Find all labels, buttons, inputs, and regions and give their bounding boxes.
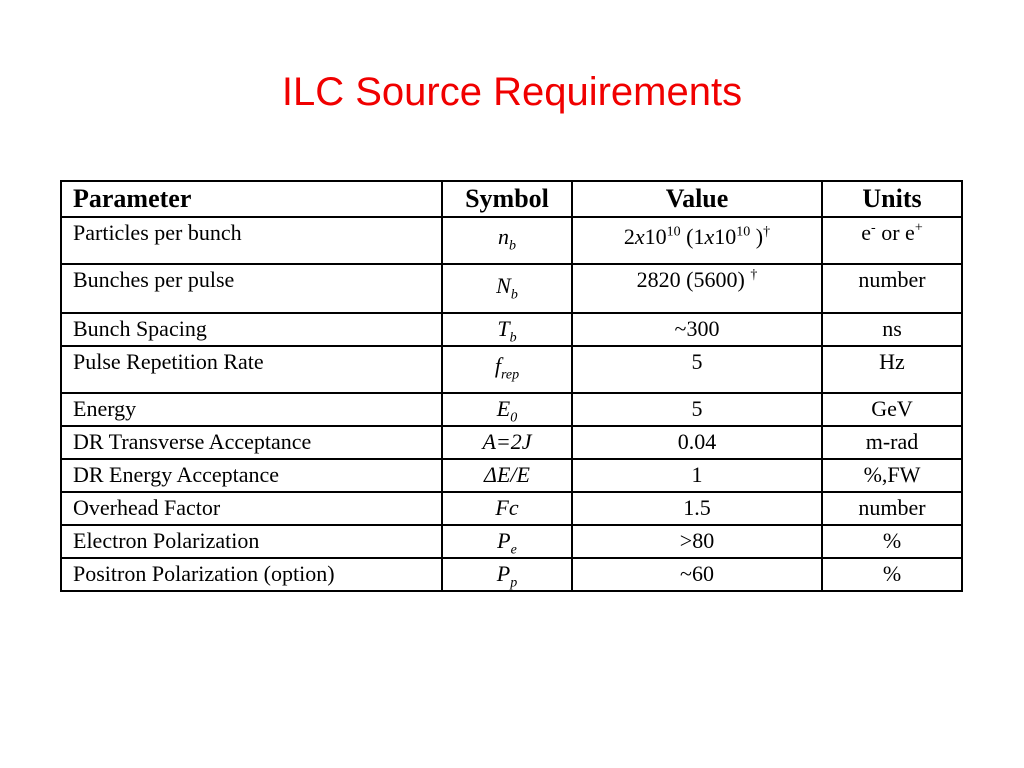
symbol-subscript: rep — [500, 367, 520, 383]
units-cell: ns — [822, 313, 962, 346]
value-times: x — [634, 224, 645, 249]
symbol-subscript: 0 — [510, 410, 518, 426]
value-exponent: 10 — [666, 224, 681, 240]
symbol-cell — [442, 525, 572, 558]
parameter-cell: Bunches per pulse — [61, 264, 442, 313]
parameter-cell: DR Transverse Acceptance — [61, 426, 442, 459]
value-cell — [572, 264, 822, 313]
dagger-footnote-mark: † — [750, 267, 758, 283]
table-row — [61, 459, 962, 492]
value-paren-close: ) — [750, 224, 764, 249]
slide-title: ILC Source Requirements — [281, 70, 743, 114]
symbol-base: f — [494, 353, 501, 378]
table-row — [61, 264, 962, 313]
header-value: Value — [572, 181, 822, 217]
table-row — [61, 393, 962, 426]
unit-electron-charge: - — [871, 220, 876, 236]
value-cell: >80 — [572, 525, 822, 558]
value-cell: 1.5 — [572, 492, 822, 525]
header-symbol: Symbol — [442, 181, 572, 217]
symbol-cell — [442, 313, 572, 346]
table-row — [61, 525, 962, 558]
dagger-footnote-mark: † — [763, 224, 771, 240]
value-coefficient: 2 — [623, 224, 635, 249]
header-parameter: Parameter — [61, 181, 442, 217]
value-cell — [572, 217, 822, 264]
table-row — [61, 426, 962, 459]
parameter-cell: Overhead Factor — [61, 492, 442, 525]
value-text: 2820 (5600) — [636, 267, 751, 292]
parameter-cell: Particles per bunch — [61, 217, 442, 264]
symbol-subscript: e — [510, 542, 517, 558]
symbol-subscript: b — [509, 238, 516, 254]
symbol-cell — [442, 346, 572, 393]
symbol-base: n — [498, 224, 509, 249]
symbol-base: T — [497, 316, 510, 341]
value-cell: 5 — [572, 346, 822, 393]
value-times-alt: x — [704, 224, 715, 249]
value-paren-open: ( — [680, 224, 694, 249]
units-cell: % — [822, 558, 962, 591]
symbol-cell — [442, 217, 572, 264]
units-cell: Hz — [822, 346, 962, 393]
parameter-cell: Electron Polarization — [61, 525, 442, 558]
source-requirements-table — [60, 180, 963, 592]
units-cell: m-rad — [822, 426, 962, 459]
symbol-subscript: b — [509, 330, 517, 346]
symbol-base: P — [497, 528, 511, 553]
symbol-cell — [442, 264, 572, 313]
symbol-cell: A=2J — [442, 426, 572, 459]
parameter-cell: Bunch Spacing — [61, 313, 442, 346]
symbol-base: P — [496, 561, 511, 586]
symbol-cell: Fc — [442, 492, 572, 525]
units-cell: number — [822, 264, 962, 313]
units-cell: % — [822, 525, 962, 558]
symbol-cell — [442, 393, 572, 426]
parameter-cell: DR Energy Acceptance — [61, 459, 442, 492]
value-cell: ~300 — [572, 313, 822, 346]
table-row — [61, 558, 962, 591]
symbol-base: E — [496, 396, 511, 421]
symbol-subscript: p — [510, 575, 518, 591]
unit-or-positron: or e — [875, 220, 915, 245]
value-cell: 5 — [572, 393, 822, 426]
parameter-cell: Pulse Repetition Rate — [61, 346, 442, 393]
table-row — [61, 492, 962, 525]
unit-positron-charge: + — [914, 220, 923, 236]
symbol-cell: ΔE/E — [442, 459, 572, 492]
value-cell: 0.04 — [572, 426, 822, 459]
value-exponent-alt: 10 — [736, 224, 751, 240]
value-base: 10 — [644, 224, 667, 249]
table-header-row — [61, 181, 962, 217]
header-units: Units — [822, 181, 962, 217]
value-coefficient-alt: 1 — [693, 224, 705, 249]
symbol-subscript: b — [510, 287, 518, 303]
symbol-cell — [442, 558, 572, 591]
value-cell: ~60 — [572, 558, 822, 591]
table-row — [61, 217, 962, 264]
units-cell — [822, 217, 962, 264]
parameter-cell: Energy — [61, 393, 442, 426]
parameter-cell: Positron Polarization (option) — [61, 558, 442, 591]
units-cell: %,FW — [822, 459, 962, 492]
table-row — [61, 313, 962, 346]
table-row — [61, 346, 962, 393]
unit-electron: e — [861, 220, 872, 245]
symbol-base: N — [496, 273, 511, 298]
units-cell: GeV — [822, 393, 962, 426]
value-base-alt: 10 — [714, 224, 737, 249]
units-cell: number — [822, 492, 962, 525]
value-cell: 1 — [572, 459, 822, 492]
